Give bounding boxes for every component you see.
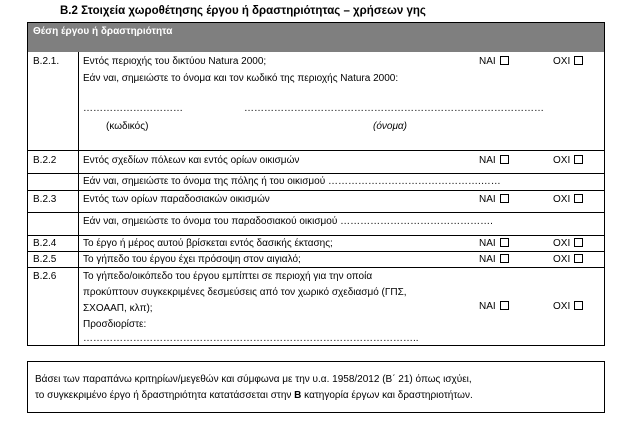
specify-field[interactable]: ……………………………………………………………………………………….. [83, 333, 419, 344]
no-option-b24[interactable] [553, 238, 583, 249]
column-divider [78, 52, 79, 150]
question-b24: Το έργο ή μέρος αυτού βρίσκεται εντός δασικής έκτασης; [83, 238, 333, 249]
row-divider [28, 251, 604, 252]
yes-checkbox[interactable] [500, 194, 509, 203]
yes-label: ΝΑΙ [479, 301, 496, 312]
row-divider [28, 212, 604, 213]
question-b21: Εντός περιοχής του δικτύου Natura 2000; [83, 56, 267, 67]
yes-checkbox[interactable] [500, 301, 509, 310]
note-line-2-end: κατηγορία έργων και δραστηριοτήτων. [301, 390, 473, 401]
natura-name-field[interactable]: ……………………………………………………………………………… [244, 103, 544, 114]
classification-note [27, 361, 605, 413]
question-b25: Το γήπεδο του έργου έχει πρόσοψη στον αιγιαλό; [83, 254, 301, 265]
row-divider [28, 150, 604, 151]
row-code-b24: Β.2.4 [33, 238, 57, 249]
yes-label: ΝΑΙ [479, 254, 496, 265]
category-letter: Β [294, 390, 302, 401]
yes-checkbox[interactable] [500, 238, 509, 247]
natura-code-field[interactable]: ………………………… [83, 103, 183, 114]
yes-checkbox[interactable] [500, 254, 509, 263]
no-label: ΟΧΙ [553, 238, 571, 249]
note-line-2-start: το συγκεκριμένο έργο ή δραστηριότητα κατατάσσεται στην [35, 390, 295, 401]
yes-option-b24[interactable] [479, 238, 509, 249]
question-b26-line3: ΣΧΟΑΑΠ, κλπ); [83, 303, 153, 314]
no-checkbox[interactable] [574, 194, 583, 203]
specify-label: Προσδιορίστε: [83, 319, 147, 330]
yes-option-b25[interactable] [479, 254, 509, 265]
row-code-b22: Β.2.2 [33, 155, 57, 166]
note-line-1: Βάσει των παραπάνω κριτηρίων/μεγεθών και σύμφωνα με την υ.α. 1958/2012 (Β΄ 21) όπως ισχύει, [35, 374, 472, 385]
row-code-b25: Β.2.5 [33, 254, 57, 265]
table-header-label: Θέση έργου ή δραστηριότητα [33, 26, 173, 37]
yes-option-b26[interactable] [479, 301, 509, 312]
row-code-b21: Β.2.1. [33, 56, 60, 67]
code-caption: (κωδικός) [106, 121, 149, 132]
no-option-b25[interactable] [553, 254, 583, 265]
no-option-b23[interactable] [553, 194, 583, 205]
section-title: Β.2 Στοιχεία χωροθέτησης έργου ή δραστηριότητας – χρήσεων γης [60, 5, 426, 17]
no-option-b26[interactable] [553, 301, 583, 312]
no-label: ΟΧΙ [553, 254, 571, 265]
yes-label: ΝΑΙ [479, 56, 496, 67]
yes-label: ΝΑΙ [479, 155, 496, 166]
note-line-2 [35, 390, 473, 401]
yes-checkbox[interactable] [500, 56, 509, 65]
no-label: ΟΧΙ [553, 56, 571, 67]
no-option-b21[interactable] [553, 56, 583, 67]
row-code-b23: Β.2.3 [33, 194, 57, 205]
row-divider [28, 235, 604, 236]
table-header [28, 23, 604, 52]
no-checkbox[interactable] [574, 301, 583, 310]
yes-option-b21[interactable] [479, 56, 509, 67]
question-b23: Εντός των ορίων παραδοσιακών οικισμών [83, 194, 270, 205]
question-b26-line2: προκύπτουν συγκεκριμένες δεσμεύσεις από τον χωρικό σχεδιασμό (ΓΠΣ, [83, 287, 407, 298]
no-label: ΟΧΙ [553, 194, 571, 205]
followup-b21: Εάν ναι, σημειώστε το όνομα και τον κωδικό της περιοχής Natura 2000: [83, 73, 399, 84]
row-divider [28, 190, 604, 191]
location-table [27, 22, 605, 346]
no-checkbox[interactable] [574, 155, 583, 164]
yes-option-b22[interactable] [479, 155, 509, 166]
name-caption: (όνομα) [373, 121, 407, 132]
row-divider [28, 267, 604, 268]
question-b22: Εντός σχεδίων πόλεων και εντός ορίων οικισμών [83, 155, 300, 166]
yes-label: ΝΑΙ [479, 194, 496, 205]
no-label: ΟΧΙ [553, 155, 571, 166]
followup-b22: Εάν ναι, σημειώστε το όνομα της πόλης ή του οικισμού ……………………………………….…… [83, 176, 501, 187]
yes-checkbox[interactable] [500, 155, 509, 164]
row-code-b26: Β.2.6 [33, 271, 57, 282]
no-option-b22[interactable] [553, 155, 583, 166]
no-checkbox[interactable] [574, 254, 583, 263]
row-divider [28, 173, 604, 174]
followup-b23: Εάν ναι, σημειώστε το όνομα του παραδοσιακού οικισμού ………………………………………. [83, 216, 493, 227]
column-divider [78, 151, 79, 345]
yes-option-b23[interactable] [479, 194, 509, 205]
yes-label: ΝΑΙ [479, 238, 496, 249]
no-checkbox[interactable] [574, 238, 583, 247]
no-label: ΟΧΙ [553, 301, 571, 312]
no-checkbox[interactable] [574, 56, 583, 65]
question-b26-line1: Το γήπεδο/οικόπεδο του έργου εμπίπτει σε περιοχή για την οποία [83, 271, 373, 282]
